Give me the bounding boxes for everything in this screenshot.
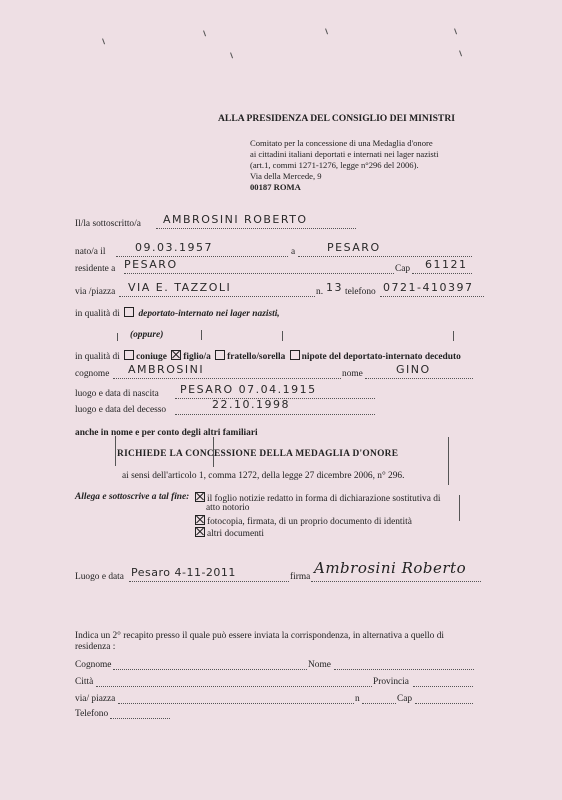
nipote-label: nipote del deportato-internato deceduto [301,352,461,362]
qualita2-label: in qualità di [75,352,120,362]
recapito-cognome-field[interactable] [113,669,307,670]
firma-signature[interactable]: Ambrosini Roberto [314,559,467,577]
n-label: n. [316,287,324,297]
deportato-option: deportato-internato nei lager nazisti, [138,309,280,319]
sottoscritto-label: Il/la sottoscritto/a [75,219,141,229]
anche-text: anche in nome e per conto degli altri familiari [75,428,258,438]
coniuge-checkbox[interactable] [124,350,134,360]
a-label: a [291,247,296,257]
recapito-cap-field[interactable] [415,703,473,704]
scan-speck [203,30,208,37]
residente-value[interactable]: PESARO [124,258,178,271]
addressee-line: 00187 ROMA [250,182,301,192]
allega-item-1: il foglio notizie redatto in forma di dichiarazione sostitutiva di [193,492,441,505]
nipote-checkbox[interactable] [290,350,300,360]
altri-documenti-checkbox[interactable] [195,527,205,537]
recapito-nome-label: Nome [308,660,331,670]
coniuge-label: coniuge [136,352,167,362]
recapito-citta-field[interactable] [96,686,372,687]
scan-speck [230,52,235,59]
nome-label: nome [342,369,363,379]
nome-value[interactable]: GINO [396,363,431,376]
recapito-n-label: n [355,694,360,704]
firma-label: firma [290,572,311,582]
dotted-line [124,273,394,274]
scan-mark [201,330,202,340]
luogo-data-value[interactable]: Pesaro 4-11-2011 [131,566,236,579]
oppure-label: (oppure) [130,330,164,340]
decesso-label: luogo e data del decesso [75,405,167,415]
figlio-checkbox[interactable] [171,350,181,360]
n-value[interactable]: 13 [326,281,343,294]
cap-label: Cap [395,264,411,274]
nascita-label: luogo e data di nascita [75,389,159,399]
scan-mark [115,436,116,466]
cap-value[interactable]: 61121 [425,258,468,271]
residente-label: residente a [75,264,116,274]
qualita1-label: in qualità di [75,309,120,319]
telefono-value[interactable]: 0721-410397 [383,281,474,294]
dotted-line [298,256,472,257]
figlio-label: figlio/a [183,352,211,362]
scan-mark [117,333,118,341]
luogo-data-label: Luogo e data [75,572,124,582]
addressee-title: ALLA PRESIDENZA DEL CONSIGLIO DEI MINISTRI [218,113,455,124]
fratello-label: fratello/sorella [227,352,286,362]
recapito-nome-field[interactable] [334,669,474,670]
addressee-line: ai cittadini italiani deportati e internati nei lager nazisti [250,149,439,159]
dotted-line [412,273,472,274]
via-label: via /piazza [75,287,116,297]
fratello-checkbox[interactable] [215,350,225,360]
dotted-line [380,296,484,297]
qualita2-row [75,350,461,363]
nato-value[interactable]: 09.03.1957 [135,241,213,254]
recapito-via-label: via/ piazza [75,694,116,704]
recapito-via-field[interactable] [118,703,354,704]
scan-speck [454,28,459,35]
dotted-line [116,256,288,257]
recapito-provincia-field[interactable] [413,686,473,687]
addressee-line: Comitato per la concessione di una Medaglia d'onore [250,138,433,148]
a-value[interactable]: PESARO [327,241,381,254]
scan-speck [102,38,107,45]
recapito-provincia-label: Provincia [373,677,409,687]
allega-item-3: altri documenti [193,527,264,540]
scan-mark [282,331,283,341]
foglio-checkbox[interactable] [195,492,205,502]
richiede-heading: RICHIEDE LA CONCESSIONE DELLA MEDAGLIA D'ONORE [117,449,399,459]
dotted-line [129,581,289,582]
allega-item-1b: atto notorio [206,503,250,513]
fotocopia-checkbox[interactable] [195,515,205,525]
decesso-value[interactable]: 22.10.1998 [212,398,290,411]
scan-speck [459,50,464,57]
cognome-label: cognome [75,369,110,379]
addressee-line: (art.1, commi 1271-1276, legge n°296 del 2006). [250,160,419,170]
dotted-line [365,378,473,379]
cognome-value[interactable]: AMBROSINI [128,363,205,376]
allega-label: Allega e sottoscrive a tal fine: [75,492,190,502]
deportato-checkbox[interactable] [124,307,134,317]
scan-speck [325,28,330,35]
addressee-line: Via della Mercede, 9 [250,171,322,181]
sottoscritto-value[interactable]: AMBROSINI ROBERTO [163,213,308,226]
dotted-line [113,378,341,379]
recapito-telefono-label: Telefono [75,709,109,719]
recapito-intro: residenza : [75,642,116,652]
dotted-line [119,296,315,297]
scan-mark [448,437,449,485]
via-value[interactable]: VIA E. TAZZOLI [128,281,232,294]
allega-item-2: fotocopia, firmata, di un proprio documento di identità [193,515,412,528]
recapito-cap-label: Cap [397,694,413,704]
nascita-value[interactable]: PESARO 07.04.1915 [180,383,317,396]
sensi-text: ai sensi dell'articolo 1, comma 1272, della legge 27 dicembre 2006, n° 296. [122,471,405,481]
recapito-n-field[interactable] [362,703,396,704]
qualita1-row [75,307,280,320]
telefono-label: telefono [345,287,376,297]
scan-mark [453,331,454,341]
recapito-intro: Indica un 2° recapito presso il quale può essere inviata la corrispondenza, in alternativa a quello di [75,631,444,641]
nato-label: nato/a il [75,247,106,257]
scan-mark [459,495,460,521]
recapito-telefono-field[interactable] [110,718,170,719]
recapito-cognome-label: Cognome [75,660,112,670]
dotted-line [156,228,356,229]
dotted-line [175,414,375,415]
recapito-citta-label: Città [75,677,94,687]
dotted-line [311,581,481,582]
